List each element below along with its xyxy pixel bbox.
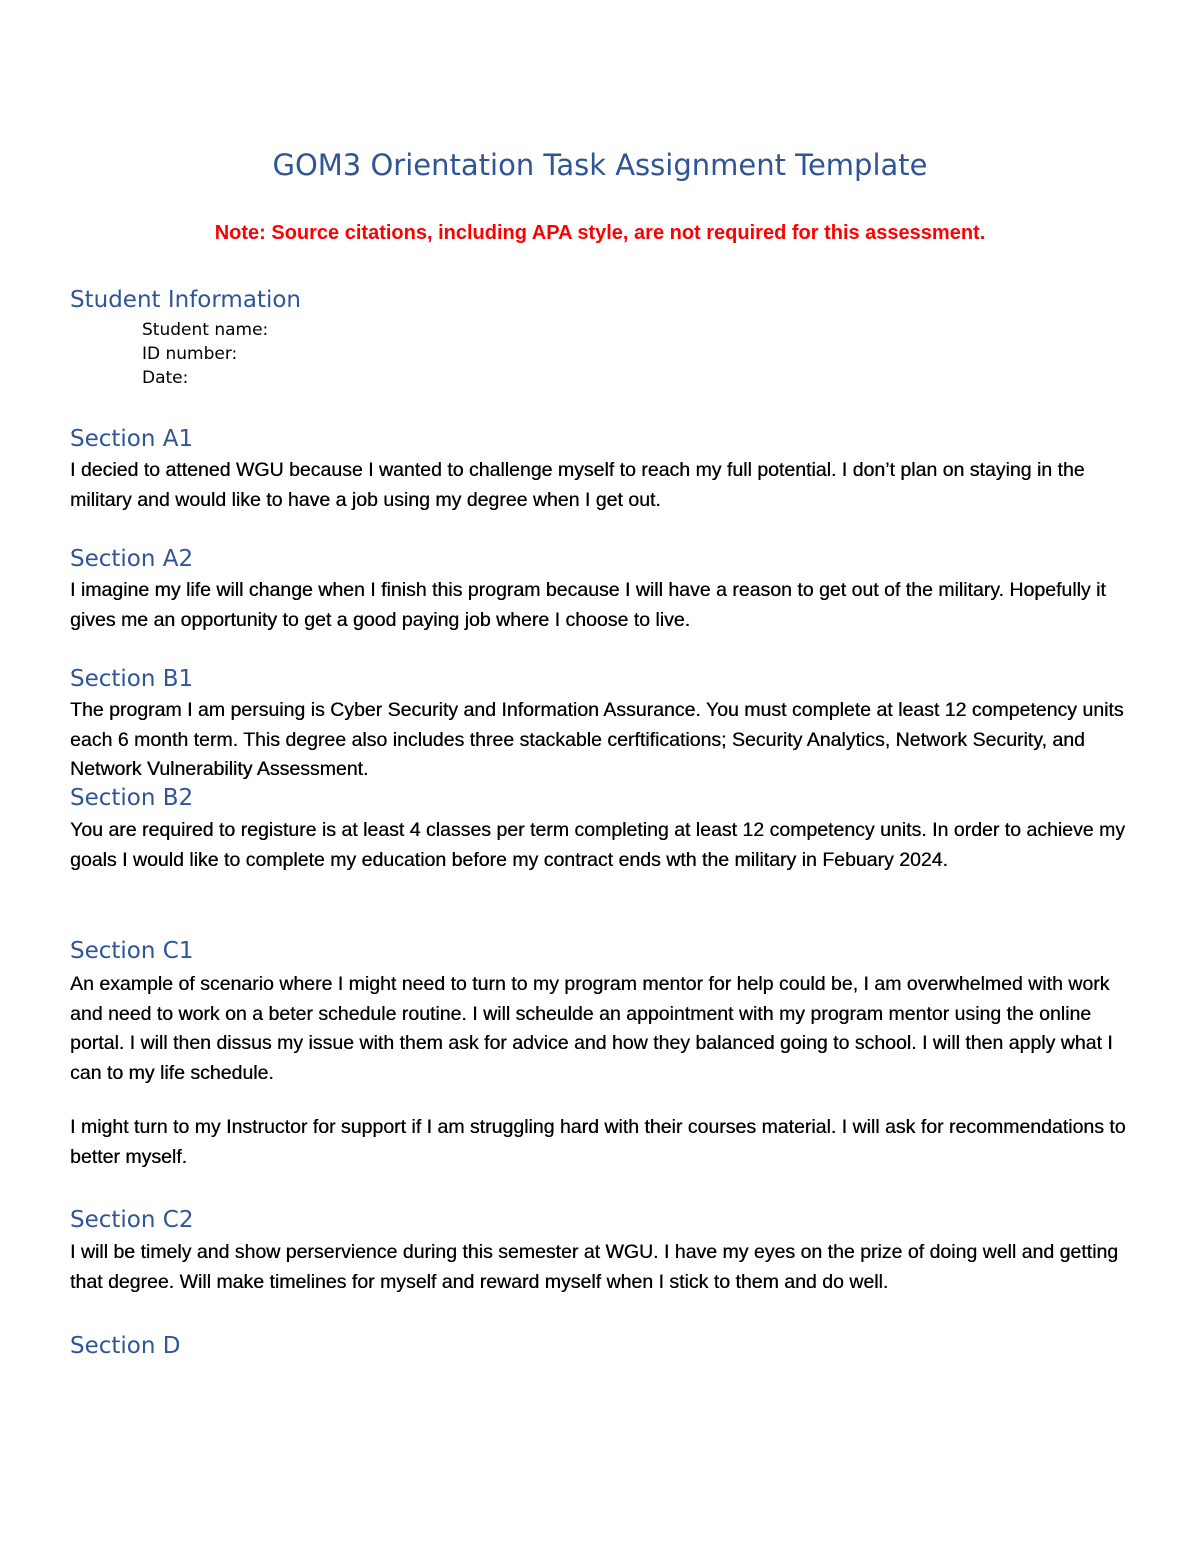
assessment-note: Note: Source citations, including APA style, are not required for this assessment. xyxy=(214,222,986,244)
section-c2-heading: Section C2 xyxy=(70,1207,194,1233)
student-information-fields xyxy=(142,318,268,390)
section-a1-text: I decied to attened WGU because I wanted to challenge myself to reach my full potential. I don’t plan on staying in the military and would like to have a job using my degree when I get out. xyxy=(70,459,1085,511)
document-title: GOM3 Orientation Task Assignment Template xyxy=(272,148,928,182)
section-d-heading: Section D xyxy=(70,1333,181,1359)
section-a2-heading: Section A2 xyxy=(70,546,194,572)
section-c1-text-2: I might turn to my Instructor for support if I am struggling hard with their courses material. I will ask for recommendations to better myself. xyxy=(70,1116,1126,1168)
section-b2-heading: Section B2 xyxy=(70,785,194,811)
section-a2-text: I imagine my life will change when I finish this program because I will have a reason to get out of the military. Hopefully it gives me an opportunity to get a good paying job where I choose to live. xyxy=(70,579,1106,631)
date-label: Date: xyxy=(142,368,189,388)
student-information-heading: Student Information xyxy=(70,287,301,313)
id-number-label: ID number: xyxy=(142,344,238,364)
section-a1-heading: Section A1 xyxy=(70,426,194,452)
section-c1-heading: Section C1 xyxy=(70,938,194,964)
section-c1-text-1: An example of scenario where I might need to turn to my program mentor for help could be, I am overwhelmed with work and need to work on a beter schedule routine. I will scheulde an appointment with my program mentor using the online portal. I will then dissus my issue with them ask for advice and how they balanced going to school. I will then apply what I can to my life schedule. xyxy=(70,973,1113,1084)
section-b1-heading: Section B1 xyxy=(70,666,194,692)
section-b1-text: The program I am persuing is Cyber Security and Information Assurance. You must complete at least 12 competency units each 6 month term. This degree also includes three stackable cerftifications; Security Analytics, Network Security, and Network Vulnerability Assessment. xyxy=(70,699,1124,780)
section-b2-text: You are required to registure is at least 4 classes per term completing at least 12 competency units. In order to achieve my goals I would like to complete my education before my contract ends wth the military in Febuary 2024. xyxy=(70,819,1125,871)
student-name-label: Student name: xyxy=(142,320,269,340)
section-c2-text: I will be timely and show perservience during this semester at WGU. I have my eyes on the prize of doing well and getting that degree. Will make timelines for myself and reward myself when I stick to them and do well. xyxy=(70,1241,1119,1293)
